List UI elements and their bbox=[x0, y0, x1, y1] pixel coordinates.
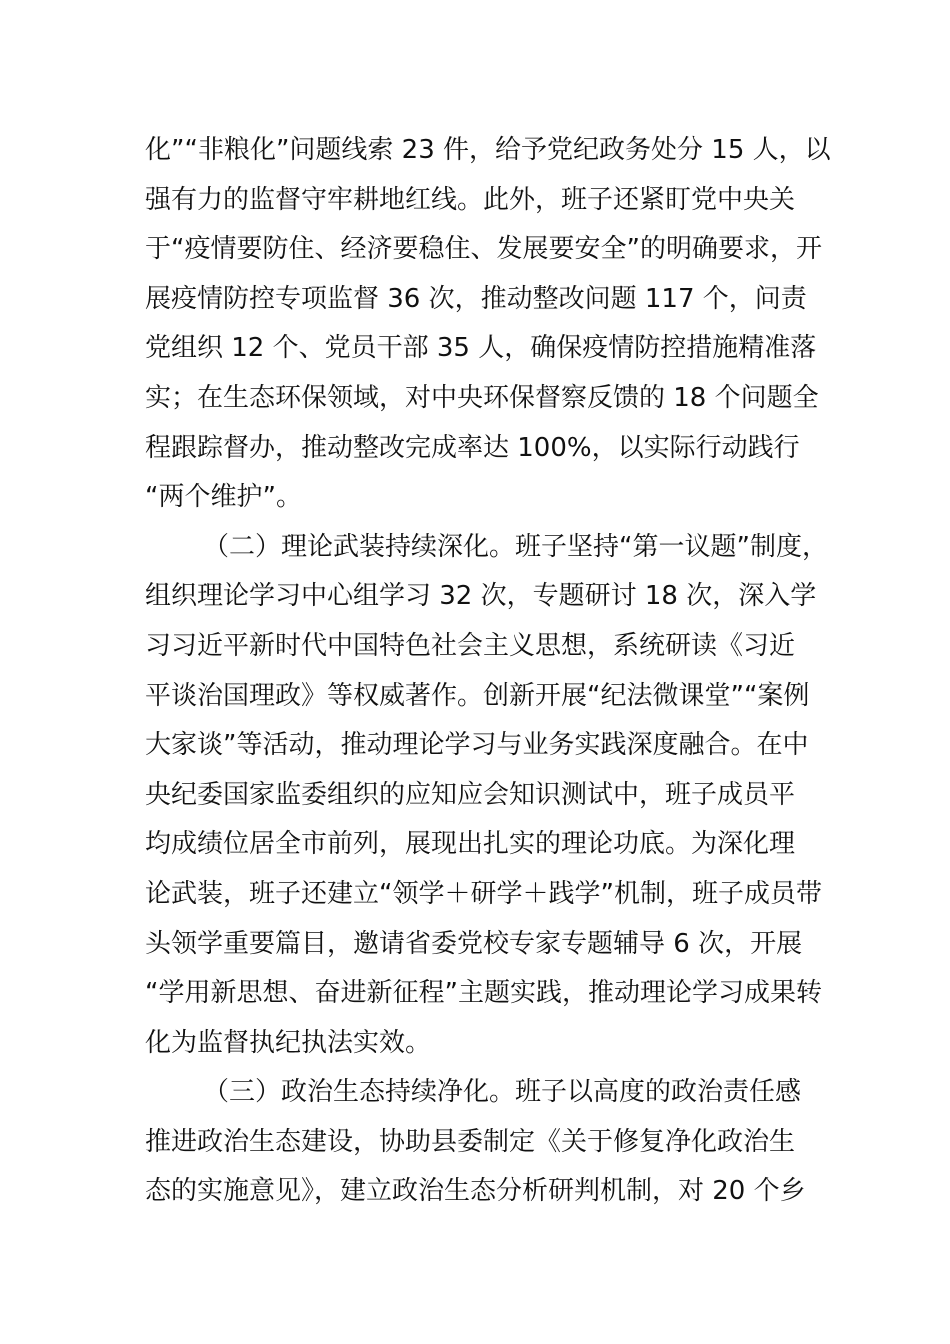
paragraph-3 bbox=[145, 1068, 810, 1217]
text-line: 大家谈”等活动，推动理论学习与业务实践深度融合。在中 bbox=[145, 730, 809, 761]
text-line: 央纪委国家监委组织的应知应会知识测试中，班子成员平 bbox=[145, 779, 796, 810]
paragraph-2 bbox=[145, 523, 828, 1069]
text-line: 化为监督执纪执法实效。 bbox=[145, 1027, 432, 1058]
text-line: 组织理论学习中心组学习 32 次，专题研讨 18 次，深入学 bbox=[145, 581, 817, 612]
text-line: 强有力的监督守牢耕地红线。此外，班子还紧盯党中央关 bbox=[145, 184, 796, 215]
text-line: 头领学重要篇目，邀请省委党校专家专题辅导 6 次，开展 bbox=[145, 928, 803, 959]
text-line: 党组织 12 个、党员干部 35 人，确保疫情防控措施精准落 bbox=[145, 333, 817, 364]
text-line: 化”“非粮化”问题线索 23 件，给予党纪政务处分 15 人，以 bbox=[145, 135, 831, 165]
paragraph-heading-line: （二）理论武装持续深化。班子坚持“第一议题”制度， bbox=[203, 531, 828, 562]
text-line: 推进政治生态建设，协助县委制定《关于修复净化政治生 bbox=[145, 1126, 796, 1157]
text-line: 态的实施意见》，建立政治生态分析研判机制，对 20 个乡 bbox=[145, 1176, 806, 1207]
paragraph-1 bbox=[145, 126, 831, 523]
text-line: 习习近平新时代中国特色社会主义思想，系统研读《习近 bbox=[145, 630, 796, 661]
text-line: 展疫情防控专项监督 36 次，推动整改问题 117 个，问责 bbox=[145, 283, 807, 314]
text-line: 平谈治国理政》等权威著作。创新开展“纪法微课堂”“案例 bbox=[145, 680, 810, 711]
text-line: “两个维护”。 bbox=[145, 482, 302, 513]
text-line: 于“疫情要防住、经济要稳住、发展要安全”的明确要求，开 bbox=[145, 234, 822, 265]
text-line: 实；在生态环保领域，对中央环保督察反馈的 18 个问题全 bbox=[145, 382, 819, 413]
document-body bbox=[145, 126, 831, 1217]
text-line: 论武装，班子还建立“领学＋研学＋践学”机制，班子成员带 bbox=[145, 878, 822, 909]
text-line: 程跟踪督办，推动整改完成率达 100%，以实际行动践行 bbox=[145, 432, 800, 463]
paragraph-heading-line: （三）政治生态持续净化。班子以高度的政治责任感 bbox=[203, 1077, 802, 1108]
text-line: “学用新思想、奋进新征程”主题实践，推动理论学习成果转 bbox=[145, 978, 822, 1009]
text-line: 均成绩位居全市前列，展现出扎实的理论功底。为深化理 bbox=[145, 829, 796, 860]
